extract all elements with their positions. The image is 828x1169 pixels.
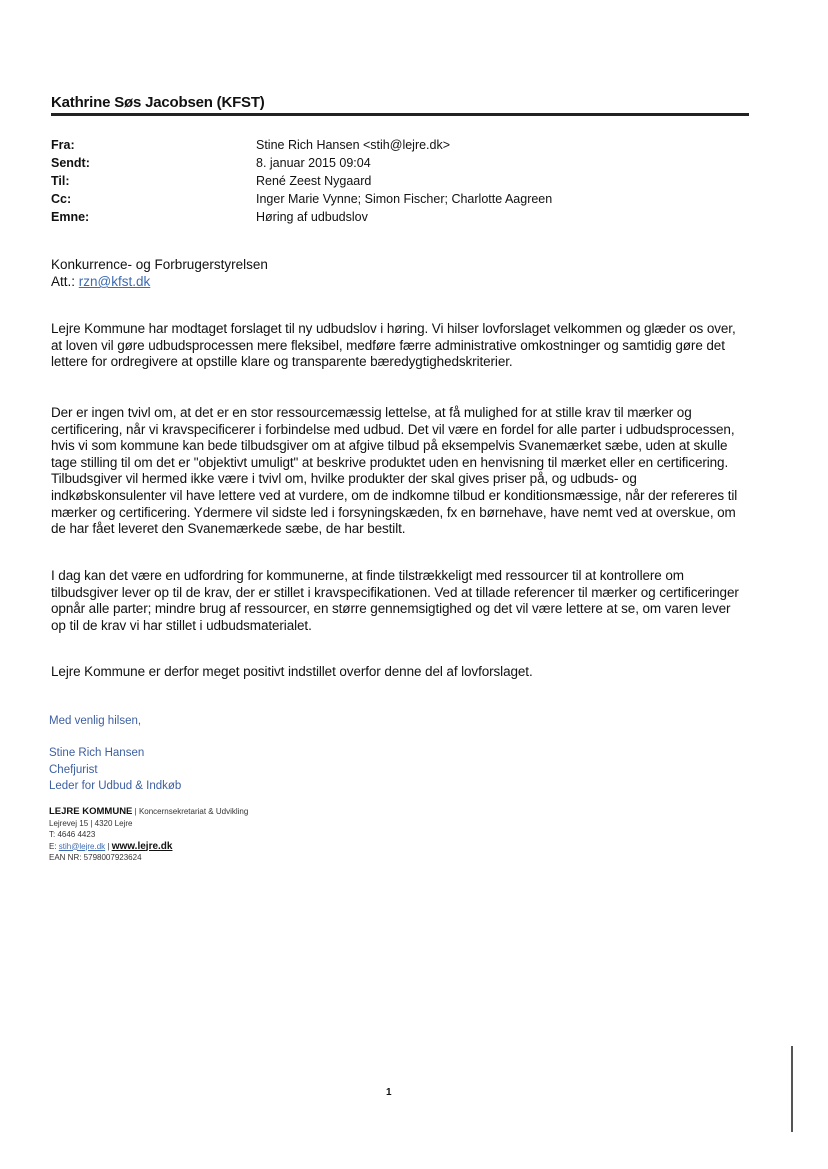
body-paragraph-2: Der er ingen tvivl om, at det er en stor ressourcemæssig lettelse, at få mulighed for at stille krav til mærker og certificering, når vi kravspecificerer i forbindelse med udbud. Det vil være en fordel for alle parter i udbudsprocessen, hvis vi som kommune kan bede tilbudsgiver om at afgive tilbud på eksempelvis Svanemærket sæbe, uden at skulle tage stilling til om det er "objektivt umuligt" at beskrive produktet uden en henvisning til mærket eller en certificering. Tilbudsgiver vil hermed ikke være i tvivl om, hvilke produkter der skal gives priser på, og udbuds- og indkøbskonsulenter vil have lettere ved at vurdere, om de indkomne tilbud er konditionsmæssige, når der refereres til mærker og certificering. Ydermere vil sidste led i forsyningskæden, fx en børnehave, have nemt ved at overskue, om de har fået leveret den Svanemærkede sæbe, de har bestilt.	[51, 405, 738, 537]
from-label: Fra:	[51, 138, 75, 152]
scan-edge-mark	[791, 1046, 793, 1132]
signature-email-prefix: E:	[49, 841, 57, 851]
cc-row	[51, 190, 552, 208]
sent-row	[51, 154, 552, 172]
signature-greeting: Med venlig hilsen,	[49, 715, 142, 727]
subject-value: Høring af udbudslov	[256, 210, 368, 224]
mailbox-owner: Kathrine Søs Jacobsen (KFST)	[51, 94, 749, 116]
signature-title-2: Leder for Udbud & Indkøb	[49, 780, 182, 792]
attention-email-link[interactable]: rzn@kfst.dk	[78, 274, 151, 289]
cc-label: Cc:	[51, 192, 72, 206]
signature-ean: EAN NR: 5798007923624	[49, 853, 142, 862]
page-number: 1	[386, 1087, 392, 1098]
signature-org: LEJRE KOMMUNE	[49, 806, 133, 817]
signature-address: Lejrevej 15 | 4320 Lejre	[49, 818, 133, 828]
signature-dept: | Koncernsekretariat & Udvikling	[134, 807, 249, 816]
sent-label: Sendt:	[51, 156, 90, 170]
signature-email-link[interactable]: stih@lejre.dk	[58, 841, 106, 851]
subject-label: Emne:	[51, 210, 90, 224]
body-paragraph-3: I dag kan det være en udfordring for kommunerne, at finde tilstrækkeligt med ressourcer til at kontrollere om tilbudsgiver lever op til de krav, der er stillet i kravspecifikationen. Ved at tillade referencer til mærker og certificeringer opnår alle parter; mindre brug af ressourcer, en større gennemsigtighed og det vil være lettere at se, om varen lever op til de krav vi har stillet i udbudsmaterialet.	[51, 568, 739, 633]
to-label: Til:	[51, 174, 70, 188]
body-paragraph-4: Lejre Kommune er derfor meget positivt indstillet overfor denne del af lovforslaget.	[51, 664, 533, 679]
signature-email-line	[49, 841, 248, 853]
signature-web-link[interactable]: www.lejre.dk	[111, 840, 173, 852]
sent-value: 8. januar 2015 09:04	[256, 156, 371, 170]
signature-separator: |	[107, 841, 110, 851]
recipient-org: Konkurrence- og Forbrugerstyrelsen	[51, 257, 268, 272]
from-row	[51, 136, 552, 154]
email-header	[51, 136, 552, 226]
cc-value: Inger Marie Vynne; Simon Fischer; Charlotte Aagreen	[256, 192, 553, 206]
attention-label: Att.:	[51, 274, 76, 289]
signature-block	[49, 745, 181, 795]
subject-row	[51, 208, 552, 226]
signature-name: Stine Rich Hansen	[49, 747, 145, 759]
signature-contact	[49, 806, 248, 864]
to-row	[51, 172, 552, 190]
recipient-block	[51, 256, 268, 290]
to-value: René Zeest Nygaard	[256, 174, 372, 188]
signature-title-1: Chefjurist	[49, 763, 98, 776]
body-paragraph-1: Lejre Kommune har modtaget forslaget til ny udbudslov i høring. Vi hilser lovforslaget velkommen og glæder os over, at loven vil gøre udbudsprocessen mere fleksibel, medføre færre administrative omkostninger og samtidig gøre det lettere for ordregivere at opstille klare og transparente bæredygtighedskriterier.	[51, 321, 736, 370]
signature-phone: T: 4646 4423	[49, 830, 96, 839]
attention-line	[51, 273, 268, 290]
from-value: Stine Rich Hansen <stih@lejre.dk>	[256, 138, 451, 152]
signature-org-line	[49, 806, 248, 818]
